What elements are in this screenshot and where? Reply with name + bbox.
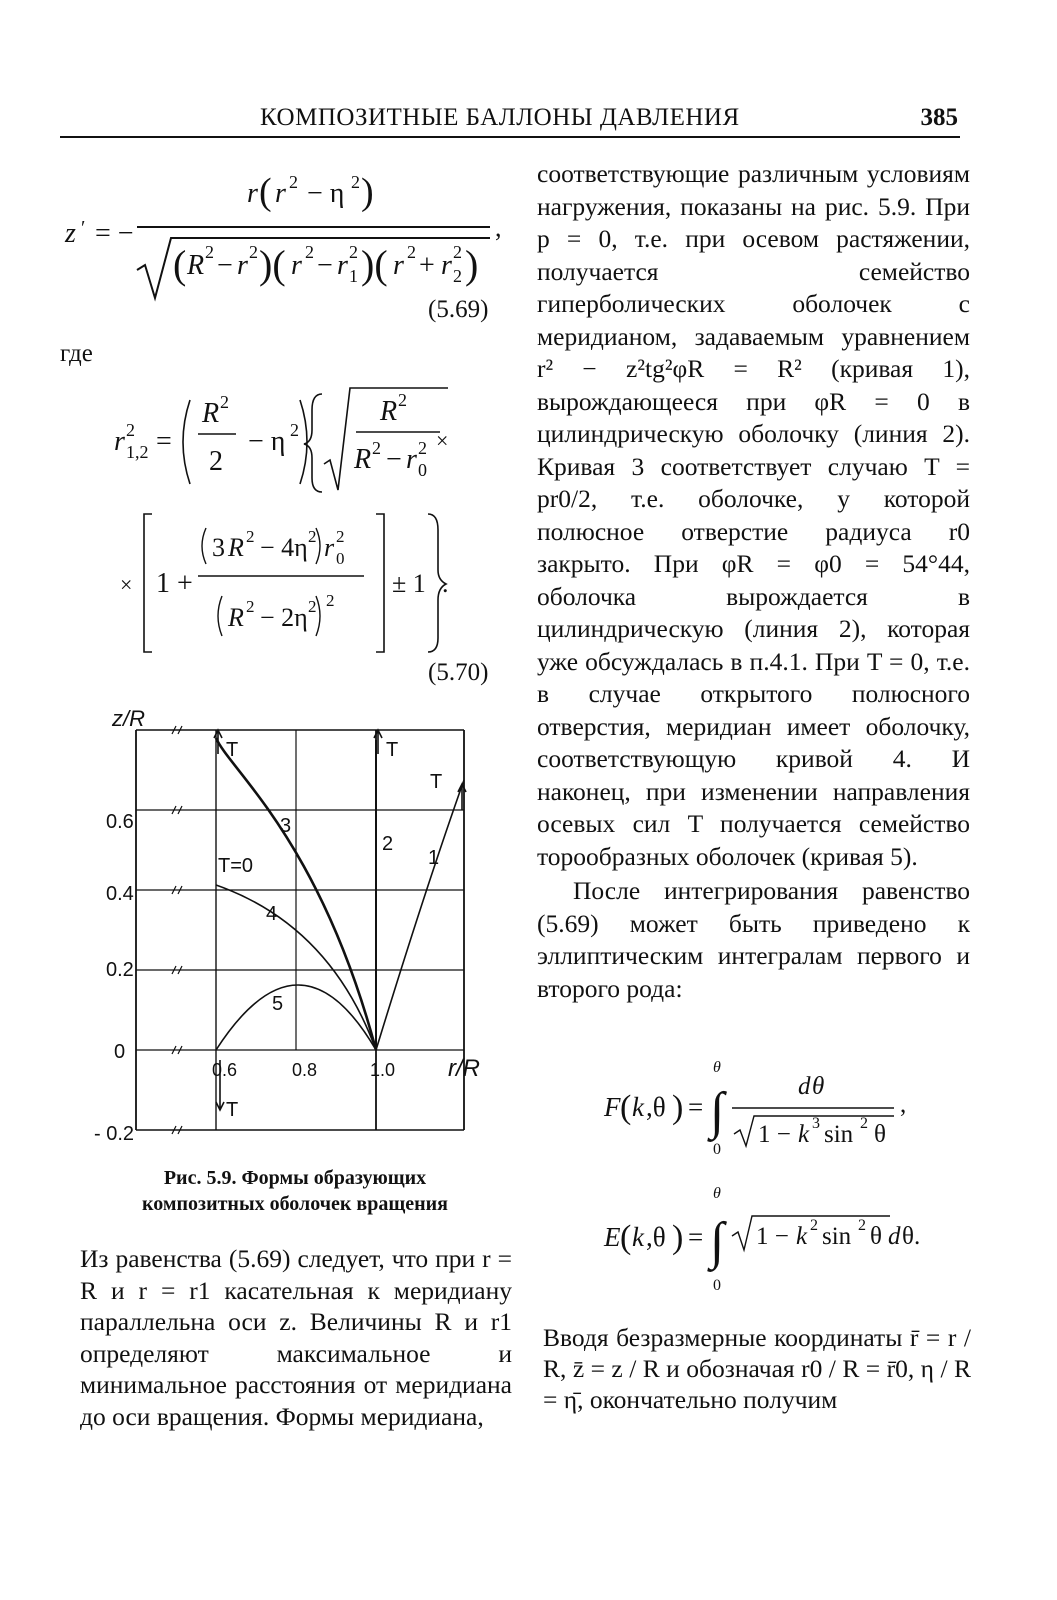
page-number: 385 — [920, 104, 958, 131]
svg-text:=: = — [156, 426, 172, 457]
running-title: КОМПОЗИТНЫЕ БАЛЛОНЫ ДАВЛЕНИЯ — [260, 104, 740, 131]
right-column — [537, 158, 970, 1005]
svg-text:2: 2 — [418, 438, 427, 458]
svg-text:k: k — [632, 1092, 644, 1122]
svg-text:−: − — [217, 250, 233, 281]
svg-text:): ) — [465, 242, 479, 287]
svg-text:(: ( — [259, 171, 272, 213]
svg-text:1 −: 1 − — [758, 1121, 791, 1148]
svg-text:2: 2 — [249, 242, 258, 262]
svg-text:θ: θ — [870, 1223, 882, 1250]
svg-text:2: 2 — [336, 527, 345, 546]
svg-text:2: 2 — [205, 242, 214, 262]
svg-text:0: 0 — [713, 1277, 721, 1294]
svg-text:2: 2 — [858, 1217, 866, 1234]
svg-text:): ) — [672, 1219, 684, 1256]
svg-text:2: 2 — [398, 390, 407, 410]
curve-label: 2 — [382, 833, 394, 855]
svg-text:0: 0 — [713, 1141, 721, 1158]
svg-text:θ: θ — [874, 1121, 886, 1148]
svg-text:(: ( — [173, 242, 187, 287]
svg-text:,: , — [900, 1091, 907, 1118]
svg-text:0: 0 — [418, 460, 427, 480]
svg-text:k: k — [798, 1121, 810, 1148]
svg-text:+: + — [419, 250, 435, 281]
svg-text:r: r — [337, 250, 348, 281]
figure-caption — [60, 1165, 530, 1217]
force-label: T — [386, 739, 399, 761]
svg-text:θ: θ — [812, 1073, 825, 1100]
svg-text:θ: θ — [713, 1059, 721, 1076]
x-tick-label: 0.8 — [292, 1060, 318, 1080]
svg-text:.: . — [442, 569, 449, 598]
x-tick-label: 0.6 — [212, 1060, 238, 1080]
svg-text:1: 1 — [349, 266, 358, 286]
elliptic-integrals — [600, 1058, 960, 1298]
svg-text:2: 2 — [209, 446, 223, 477]
svg-text:=: = — [688, 1092, 704, 1122]
svg-text:2: 2 — [453, 266, 462, 286]
svg-text:′: ′ — [81, 217, 86, 239]
equation-number-5-70: (5.70) — [428, 659, 489, 686]
svg-text:)(: )( — [259, 242, 286, 287]
left-paragraph: Из равенства (5.69) следует, что при r = R и r = r1 касательная к меридиану параллельна оси z. Величины R и r1 определяют максимальное и минимальное расстояния от меридиана до оси вращения. Формы меридиана, — [80, 1244, 512, 1431]
x-axis-label: r/R — [448, 1055, 480, 1082]
svg-text:= −: = − — [95, 218, 134, 249]
svg-text:3: 3 — [212, 533, 225, 562]
svg-text:d: d — [888, 1223, 901, 1250]
svg-text:=: = — [688, 1222, 704, 1252]
bottom-right-paragraph: Вводя безразмерные координаты r̄ = r / R, z̄ = z / R и обозначая r0 / R = r̄0, η / R = η̄, окончательно получим — [543, 1323, 971, 1414]
svg-text:θ.: θ. — [902, 1223, 921, 1250]
svg-text:2: 2 — [246, 597, 255, 616]
svg-text:−: − — [317, 250, 333, 281]
svg-text:−: − — [386, 444, 402, 475]
svg-text:2: 2 — [308, 527, 317, 546]
svg-text:r: r — [291, 250, 302, 281]
t-zero-label: T=0 — [218, 855, 254, 877]
equation-5-70 — [110, 380, 510, 680]
svg-text:): ) — [361, 171, 374, 213]
svg-text:− η: − η — [307, 178, 345, 209]
equation-number-5-69: (5.69) — [428, 296, 489, 323]
svg-text:r: r — [237, 250, 248, 281]
svg-text:2: 2 — [326, 591, 335, 610]
svg-text:r: r — [406, 444, 417, 475]
curve-label: 1 — [428, 847, 440, 869]
svg-text:E: E — [604, 1222, 621, 1252]
caption-line: композитных оболочек вращения — [142, 1193, 448, 1215]
running-head — [60, 104, 960, 138]
svg-text:sin: sin — [824, 1121, 854, 1148]
force-label: T — [430, 771, 443, 793]
svg-text:∫: ∫ — [710, 1213, 725, 1270]
svg-text:2: 2 — [860, 1115, 868, 1132]
curve-label: 3 — [280, 815, 292, 837]
svg-text:r: r — [247, 178, 258, 209]
svg-text:,: , — [495, 213, 502, 242]
curve-label: 5 — [272, 993, 284, 1015]
svg-text:2: 2 — [305, 242, 314, 262]
svg-text:sin: sin — [822, 1223, 852, 1250]
svg-text:R: R — [202, 398, 220, 429]
svg-text:R: R — [187, 250, 205, 281]
svg-text:2: 2 — [220, 392, 229, 412]
svg-text:2: 2 — [126, 420, 135, 440]
svg-text:r: r — [441, 250, 452, 281]
svg-text:)(: )( — [361, 242, 388, 287]
svg-text:2: 2 — [349, 242, 358, 262]
svg-text:2: 2 — [407, 242, 416, 262]
y-tick-label: - 0.2 — [94, 1123, 135, 1145]
svg-text:,θ: ,θ — [646, 1092, 666, 1122]
svg-text:− η: − η — [248, 426, 286, 457]
svg-text:×: × — [120, 572, 133, 597]
svg-text:3: 3 — [812, 1115, 820, 1132]
svg-text:R: R — [380, 396, 398, 427]
svg-text:2: 2 — [453, 242, 462, 262]
svg-text:− 4η: − 4η — [260, 533, 308, 562]
svg-text:): ) — [672, 1089, 684, 1126]
svg-text:k: k — [796, 1223, 808, 1250]
where-word: где — [60, 340, 93, 367]
svg-text:± 1: ± 1 — [392, 569, 426, 598]
curve-label: 4 — [266, 903, 278, 925]
svg-text:− 2η: − 2η — [260, 603, 308, 632]
y-axis-label: z/R — [112, 706, 145, 731]
svg-text:r: r — [393, 250, 404, 281]
x-tick-label: 1.0 — [370, 1060, 396, 1080]
right-paragraph-2: После интегрирования равенство (5.69) может быть приведено к эллиптическим интегралам первого и второго рода: — [537, 876, 970, 1003]
svg-text:×: × — [436, 428, 449, 453]
svg-text:(: ( — [620, 1089, 632, 1126]
svg-text:z: z — [65, 218, 76, 249]
y-tick-label: 0 — [114, 1041, 126, 1063]
svg-text:1,2: 1,2 — [126, 442, 149, 462]
figure-5-9 — [80, 700, 530, 1150]
svg-text:(: ( — [620, 1219, 632, 1256]
svg-text:r: r — [324, 533, 335, 562]
y-tick-label: 0.2 — [106, 959, 134, 981]
svg-text:r: r — [275, 178, 286, 209]
svg-text:1 −: 1 − — [756, 1223, 789, 1250]
equation-5-69 — [55, 150, 515, 310]
svg-text:∫: ∫ — [710, 1083, 725, 1140]
svg-text:2: 2 — [351, 172, 360, 192]
header-rule — [60, 136, 960, 138]
svg-text:1 +: 1 + — [156, 568, 193, 599]
right-paragraph-1: соответствующие различным условиям нагружения, показаны на рис. 5.9. При p = 0, т.е. при осевом растяжении, получается семейство гиперболических оболочек с меридианом, задаваемым уравнением r² − z²tg²φR = R² (кривая 1), вырождающееся при φR = 0 в цилиндрическую оболочку (линия 2). Кривая 3 соответствует случаю T = pr0/2, т.е. оболочке, у которой полюсное отверстие радиуса r0 закрыто. При φR = φ0 = 54°44, оболочка вырождается в цилиндрическую (линия 2), которая уже обсуждалась в п.4.1. При T = 0, т.е. в случае открытого полюсного отверстия, меридиан имеет оболочку, соответствующую кривой 4. И наконец, при изменении направления осевых сил T получается семейство торообразных оболочек (кривая 5). — [537, 159, 970, 871]
svg-text:R: R — [228, 533, 244, 562]
svg-text:θ: θ — [713, 1185, 721, 1202]
svg-text:k: k — [632, 1222, 644, 1252]
svg-text:0: 0 — [336, 549, 345, 568]
svg-text:R: R — [228, 603, 244, 632]
svg-text:2: 2 — [289, 172, 298, 192]
svg-text:R: R — [354, 444, 372, 475]
force-label: T — [226, 1099, 239, 1121]
svg-text:r: r — [114, 426, 125, 457]
svg-text:2: 2 — [246, 527, 255, 546]
caption-line: Рис. 5.9. Формы образующих — [163, 1167, 427, 1189]
force-label: T — [226, 739, 239, 761]
y-tick-label: 0.4 — [106, 883, 134, 905]
svg-text:2: 2 — [308, 597, 317, 616]
svg-text:F: F — [604, 1092, 621, 1122]
svg-text:d: d — [798, 1073, 811, 1100]
svg-text:,θ: ,θ — [646, 1222, 666, 1252]
svg-text:2: 2 — [810, 1217, 818, 1234]
y-tick-label: 0.6 — [106, 811, 134, 833]
svg-text:2: 2 — [372, 438, 381, 458]
svg-text:2: 2 — [290, 420, 299, 440]
